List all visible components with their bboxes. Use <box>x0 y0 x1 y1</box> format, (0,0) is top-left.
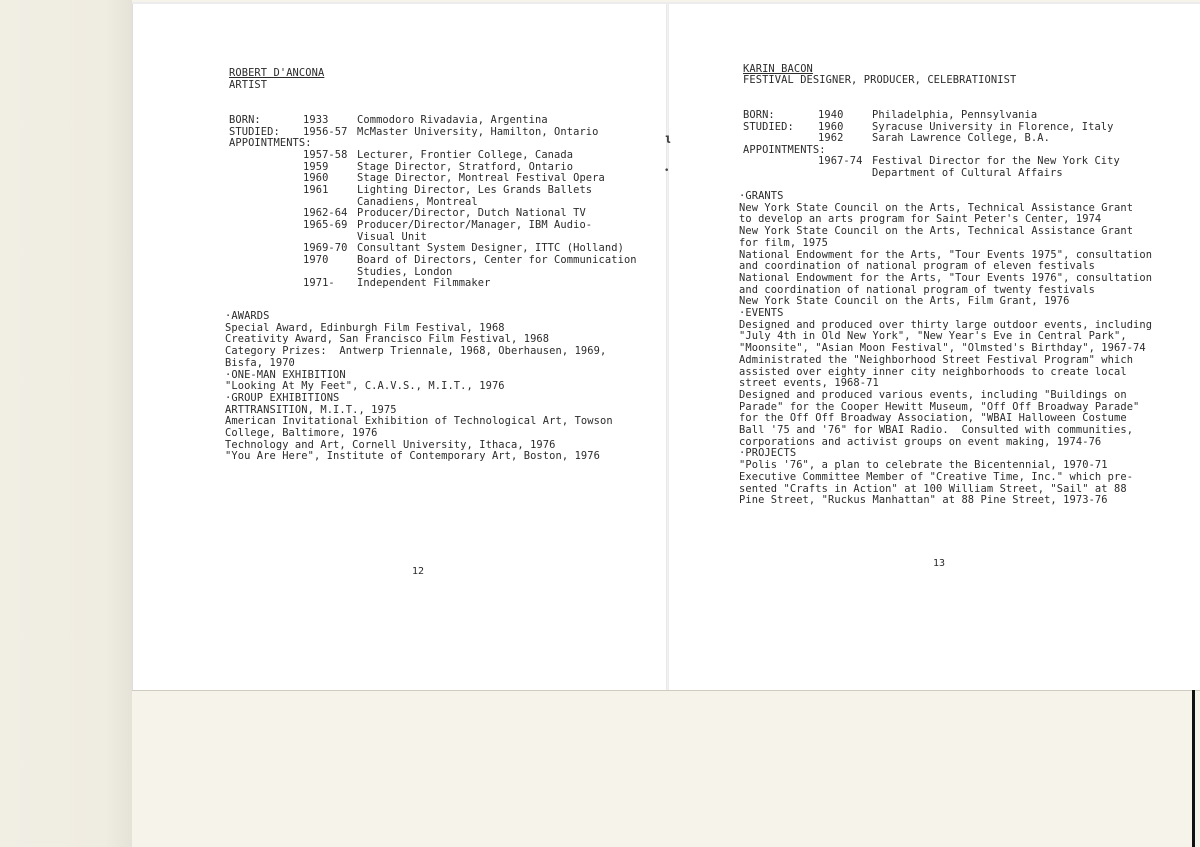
page-number-right: 13 <box>933 558 946 569</box>
appointment-year: 1965-69 <box>303 219 348 231</box>
studied-text: Syracuse University in Florence, Italy <box>872 121 1114 133</box>
right-born-year: 1940 <box>818 109 844 121</box>
appointment-year: 1970 <box>303 254 329 266</box>
gutter-mark: ι <box>664 132 672 147</box>
appointment-year: 1960 <box>303 172 329 184</box>
desk-background <box>0 0 132 847</box>
appointment-text: Lecturer, Frontier College, Canada <box>357 149 574 161</box>
appointment-text: Producer/Director, Dutch National TV <box>357 207 586 219</box>
studied-year: 1962 <box>818 132 844 144</box>
appointment-year: 1959 <box>303 161 329 173</box>
appointment-text: Stage Director, Montreal Festival Opera <box>357 172 605 184</box>
appointment-text: Stage Director, Stratford, Ontario <box>357 161 574 173</box>
book-gutter <box>666 4 669 690</box>
left-studied-label: STUDIED: <box>229 126 280 138</box>
appointment-text: Producer/Director/Manager, IBM Audio- Visual Unit <box>357 219 593 243</box>
left-born-label: BORN: <box>229 114 261 126</box>
left-appointments-label: APPOINTMENTS: <box>229 137 312 149</box>
studied-text: Sarah Lawrence College, B.A. <box>872 132 1050 144</box>
right-sections: ·GRANTS New York State Council on the Arts, Technical Assistance Grant to develop an arts program for Saint Peter's Center, 1974 New York State Council on the Arts, Technical Assistance Grant for film, 1975 National Endowment for the Arts, "Tour Events 1975", consultation and coordination of national program of eleven festivals National Endowment for the Arts, "Tour Events 1976", consultation and coordination of national program of twenty festivals New York State Council on the Arts, Film Grant, 1976 ·EVENTS Designed and produced over thirty large outdoor events, including "July 4th in Old New York", "New Year's Eve in Central Park", "Moonsite", "Asian Moon Festival", "Olmsted's Birthday", 1967-74 Administrated the "Neighborhood Street Festival Program" which assisted over eighty inner city neighborhoods to create local street events, 1968-71 Designed and produced various events, including "Buildings on Parade" for the Cooper Hewitt Museum, "Off Off Broadway Parade" for the Off Off Broadway Association, "WBAI Halloween Costume Ball '75 and '76" for WBAI Radio. Consulted with communities, corporations and activist groups on event making, 1974-76 ·PROJECTS "Polis '76", a plan to celebrate the Bicentennial, 1970-71 Executive Committee Member of "Creative Time, Inc." which pre- sented "Crafts in Action" at 100 William Street, "Sail" at 88 Pine Street, "Ruckus Manhattan" at 88 Pine Street, 1973-76 <box>739 190 1153 507</box>
appointment-year: 1962-64 <box>303 207 348 219</box>
appointment-text: Lighting Director, Les Grands Ballets Canadiens, Montreal <box>357 184 593 208</box>
appointment-year: 1957-58 <box>303 149 348 161</box>
left-name: ROBERT D'ANCONA <box>229 67 325 79</box>
page-bottom-edge <box>132 690 1200 691</box>
right-appointment-year: 1967-74 <box>818 155 863 167</box>
page-number-left: 12 <box>412 566 425 577</box>
left-role: ARTIST <box>229 79 268 91</box>
right-appointments-label: APPOINTMENTS: <box>743 144 826 156</box>
right-appointment-text: Festival Director for the New York City Department of Cultural Affairs <box>872 155 1120 179</box>
left-born-place: Commodoro Rivadavia, Argentina <box>357 114 548 126</box>
left-sections: ·AWARDS Special Award, Edinburgh Film Festival, 1968 Creativity Award, San Francisco Film Festival, 1968 Category Prizes: Antwerp Triennale, 1968, Oberhausen, 1969, Bisfa, 1970 ·ONE-MAN EXHIBITION "Looking At My Feet", C.A.V.S., M.I.T., 1976 ·GROUP EXHIBITIONS ARTTRANSITION, M.I.T., 1975 American Invitational Exhibition of Technological Art, Towson College, Baltimore, 1976 Technology and Art, Cornell University, Ithaca, 1976 "You Are Here", Institute of Contemporary Art, Boston, 1976 <box>225 310 613 463</box>
gutter-mark: • <box>664 166 670 176</box>
right-studied-label: STUDIED: <box>743 121 794 133</box>
appointment-text: Independent Filmmaker <box>357 277 491 289</box>
right-role: FESTIVAL DESIGNER, PRODUCER, CELEBRATIONIST <box>743 74 1017 86</box>
left-studied-place: McMaster University, Hamilton, Ontario <box>357 126 599 138</box>
appointment-text: Consultant System Designer, ITTC (Holland) <box>357 242 624 254</box>
scan-edge-band <box>1192 690 1195 847</box>
left-born-year: 1933 <box>303 114 329 126</box>
left-studied-year: 1956-57 <box>303 126 348 138</box>
right-name: KARIN BACON <box>743 63 813 75</box>
appointment-year: 1969-70 <box>303 242 348 254</box>
appointment-year: 1971- <box>303 277 335 289</box>
appointment-year: 1961 <box>303 184 329 196</box>
studied-year: 1960 <box>818 121 844 133</box>
right-born-label: BORN: <box>743 109 775 121</box>
appointment-text: Board of Directors, Center for Communication Studies, London <box>357 254 637 278</box>
right-born-place: Philadelphia, Pennsylvania <box>872 109 1038 121</box>
